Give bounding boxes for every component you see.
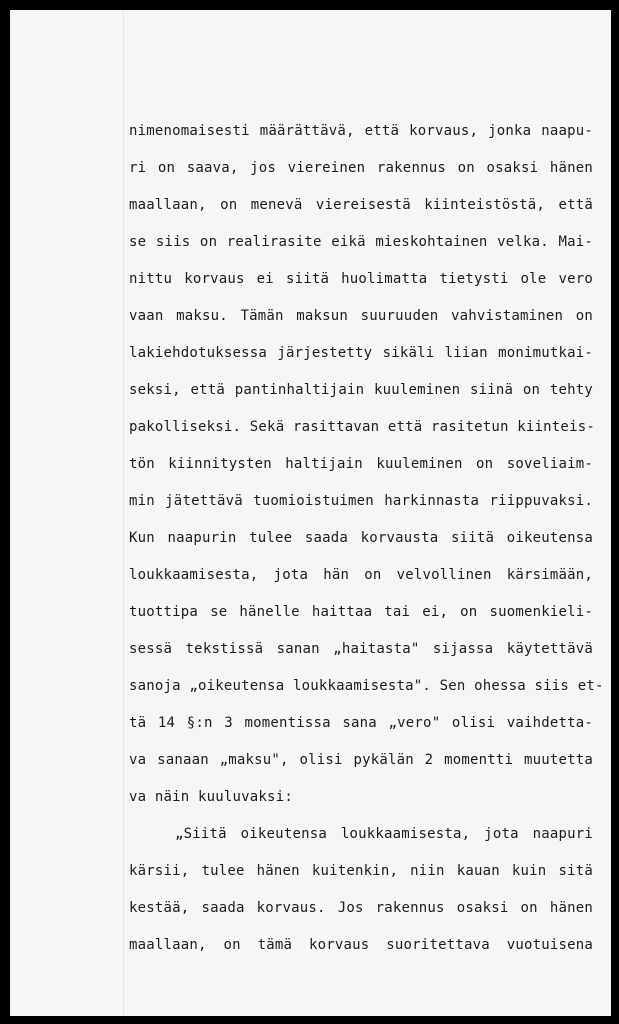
text-line: maallaan, on tämä korvaus suoritettava vuotuisena	[129, 937, 593, 953]
text-line: va näin kuuluvaksi:	[129, 789, 293, 805]
text-line: tuottipa se hänelle haittaa tai ei, on suomenkieli-	[129, 604, 593, 620]
document-body	[129, 113, 604, 964]
text-line: kestää, saada korvaus. Jos rakennus osaksi on hänen	[129, 900, 593, 916]
text-line: nittu korvaus ei siitä huolimatta tietysti ole vero	[129, 271, 593, 287]
text-line: „Siitä oikeutensa loukkaamisesta, jota naapuri	[175, 826, 593, 842]
text-line: loukkaamisesta, jota hän on velvollinen kärsimään,	[129, 567, 593, 583]
text-line: nimenomaisesti määrättävä, että korvaus, jonka naapu-	[129, 123, 593, 139]
page-fold-line	[123, 10, 124, 1016]
document-page	[10, 10, 611, 1016]
text-line: maallaan, on menevä viereisestä kiinteistöstä, että	[129, 197, 593, 213]
text-line: sanoja „oikeutensa loukkaamisesta". Sen ohessa siis et-	[129, 678, 604, 694]
text-line: vaan maksu. Tämän maksun suuruuden vahvistaminen on	[129, 308, 593, 324]
text-line: tä 14 §:n 3 momentissa sana „vero" olisi vaihdetta-	[129, 715, 593, 731]
text-line: kärsii, tulee hänen kuitenkin, niin kauan kuin sitä	[129, 863, 593, 879]
text-line: Kun naapurin tulee saada korvausta siitä oikeutensa	[129, 530, 593, 546]
text-line: min jätettävä tuomioistuimen harkinnasta riippuvaksi.	[129, 493, 593, 509]
text-line: se siis on realirasite eikä mieskohtainen velka. Mai-	[129, 234, 593, 250]
text-line: va sanaan „maksu", olisi pykälän 2 momentti muutetta	[129, 752, 593, 768]
text-line: ri on saava, jos viereinen rakennus on osaksi hänen	[129, 160, 593, 176]
text-line: seksi, että pantinhaltijain kuuleminen siinä on tehty	[129, 382, 593, 398]
text-line: pakolliseksi. Sekä rasittavan että rasitetun kiinteis-	[129, 419, 595, 435]
text-line: lakiehdotuksessa järjestetty sikäli liian monimutkai-	[129, 345, 593, 361]
text-line: tön kiinnitysten haltijain kuuleminen on soveliaim-	[129, 456, 593, 472]
text-line: sessä tekstissä sanan „haitasta" sijassa käytettävä	[129, 641, 593, 657]
